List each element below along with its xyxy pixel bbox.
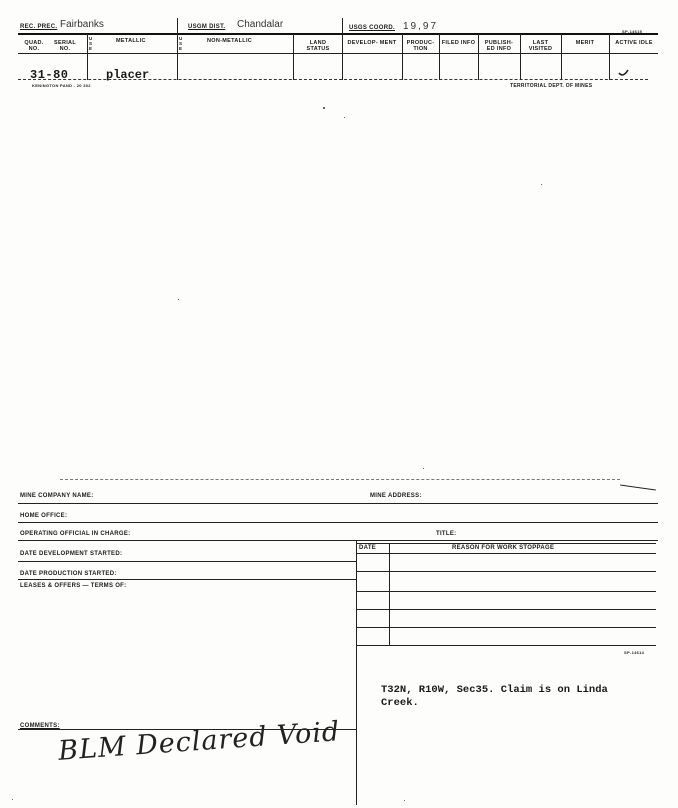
col-development: DEVELOP- MENT — [347, 40, 397, 46]
scan-speck — [404, 800, 405, 801]
col-last-visited: LAST VISITED — [528, 40, 553, 52]
stoppage-rule — [356, 627, 656, 628]
quad-serial-value: 31-80 — [30, 68, 69, 82]
rec-prec-value: Fairbanks — [60, 19, 104, 30]
comments-handwritten-value: BLM Declared Void — [57, 716, 342, 767]
scan-speck — [423, 468, 424, 469]
stoppage-rule — [356, 553, 656, 554]
col-production: PRODUC- TION — [406, 40, 435, 52]
col-filed-info: FILED INFO — [441, 40, 476, 46]
col-sep — [520, 34, 521, 80]
scan-speck — [344, 117, 345, 118]
col-sep — [609, 34, 610, 80]
usgs-coord-label: USGS COORD. — [349, 25, 395, 31]
operating-official-label: OPERATING OFFICIAL IN CHARGE: — [20, 531, 131, 537]
leases-label: LEASES & OFFERS — TERMS OF: — [20, 583, 127, 589]
col-merit: MERIT — [575, 40, 595, 46]
active-check-mark — [617, 66, 631, 78]
col-serial-no: SERIAL NO. — [54, 40, 76, 52]
row-rule — [18, 522, 658, 523]
col-sep — [293, 34, 294, 80]
comments-label: COMMENTS: — [20, 723, 60, 729]
scan-speck — [178, 299, 179, 300]
stoppage-left-border — [356, 541, 357, 805]
stoppage-rule — [356, 543, 656, 544]
title-label: TITLE: — [436, 531, 457, 537]
scan-speck — [541, 184, 542, 185]
territorial-dept-label: TERRITORIAL DEPT. OF MINES — [510, 83, 593, 89]
rec-prec-label: REC. PREC. — [20, 24, 58, 30]
col-sep — [87, 34, 88, 80]
date-prod-started-label: DATE PRODUCTION STARTED: — [20, 571, 117, 577]
row-rule — [18, 561, 356, 562]
stoppage-reason-header: REASON FOR WORK STOPPAGE — [452, 545, 555, 551]
date-dev-started-label: DATE DEVELOPMENT STARTED: — [20, 551, 123, 557]
col-non-metallic: NON-METALLIC — [207, 38, 253, 44]
stoppage-rule — [356, 645, 656, 646]
mine-address-label: MINE ADDRESS: — [370, 493, 422, 499]
col-sep — [342, 18, 343, 80]
col-use-left: U S E — [89, 36, 93, 51]
form-number-top: SP-14615 — [622, 29, 643, 34]
row-rule — [18, 540, 658, 541]
printer-line: KENINGTON PAND - 20 302 — [32, 83, 91, 88]
scan-speck — [323, 107, 325, 109]
header-rule — [18, 33, 658, 35]
col-published-info: PUBLISH- ED INFO — [484, 40, 514, 52]
form-number-bottom: SP-14614 — [624, 650, 645, 655]
col-sep — [478, 34, 479, 80]
stoppage-rule — [356, 571, 656, 572]
row-rule — [18, 503, 658, 504]
row-rule — [18, 579, 356, 580]
col-metallic: METALLIC — [116, 38, 146, 44]
col-use-right: U S E — [179, 36, 183, 51]
home-office-label: HOME OFFICE: — [20, 513, 68, 519]
mine-company-name-label: MINE COMPANY NAME: — [20, 493, 94, 499]
card-edge-rule — [60, 479, 620, 480]
stoppage-date-divider — [389, 543, 390, 645]
col-sep — [177, 18, 178, 80]
usgm-dist-label: USGM DIST. — [188, 24, 226, 30]
col-sep — [561, 34, 562, 80]
stoppage-rule — [356, 609, 656, 610]
col-sep — [439, 34, 440, 80]
column-header-rule — [18, 53, 658, 54]
usgs-coord-value: 19,97 — [403, 21, 439, 32]
stoppage-date-header: DATE — [359, 545, 377, 551]
location-note: T32N, R10W, Sec35. Claim is on Linda Creek. — [381, 684, 608, 709]
col-active-idle: ACTIVE IDLE — [615, 40, 653, 46]
card-edge-corner — [620, 484, 656, 490]
scan-speck — [12, 799, 13, 800]
col-land-status: LAND STATUS — [306, 40, 330, 52]
stoppage-rule — [356, 591, 656, 592]
col-quad-no: QUAD. NO. — [24, 40, 44, 52]
metallic-value: placer — [106, 68, 150, 82]
usgm-dist-value: Chandalar — [237, 19, 284, 30]
col-sep — [402, 34, 403, 80]
